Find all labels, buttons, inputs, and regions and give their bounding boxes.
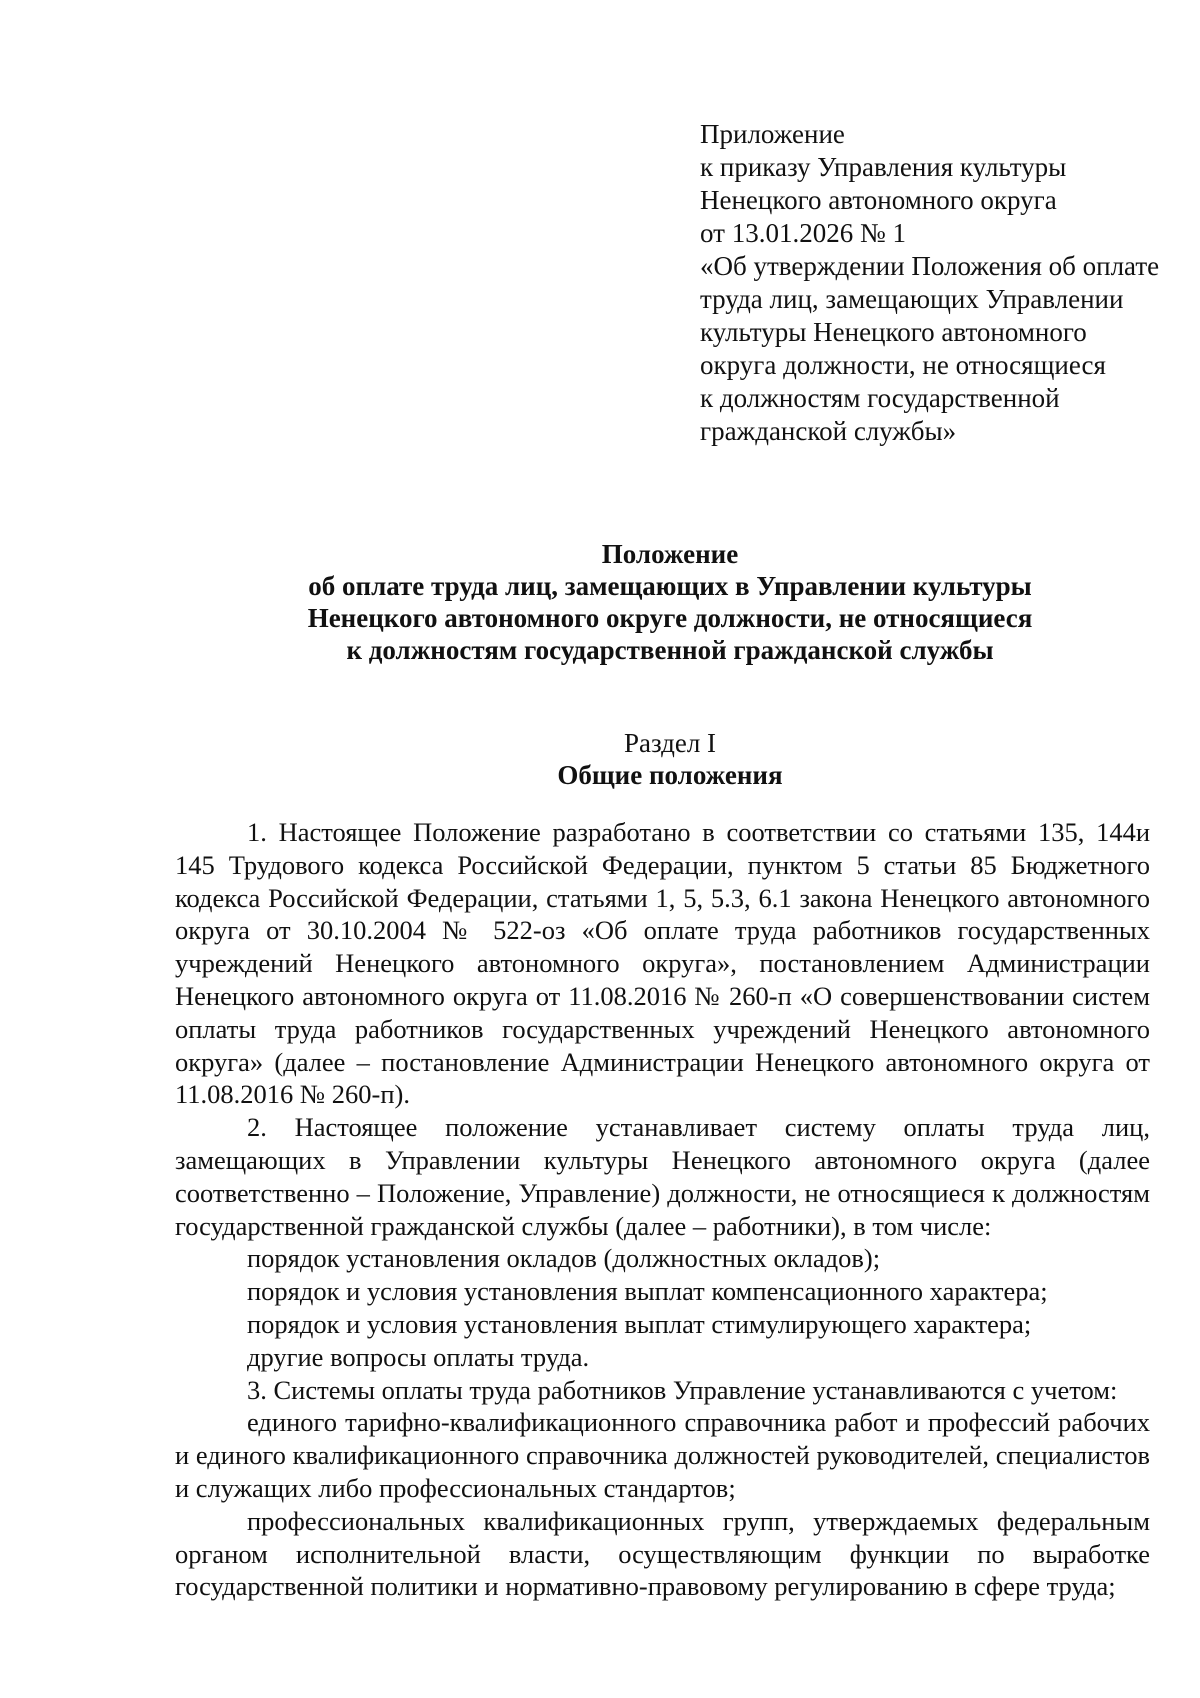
appendix-line: к должностям государственной: [700, 383, 1060, 413]
section-label: Раздел I: [623, 728, 717, 758]
appendix-line: от 13.01.2026 № 1: [700, 218, 906, 248]
list-item: порядок и условия установления выплат стимулирующего характера;: [247, 1308, 1032, 1339]
title-line: к должностям государственной гражданской службы: [346, 635, 994, 665]
paragraph: 2. Настоящее положение устанавливает систему оплаты труда лиц, замещающих в Управлении культуры Ненецкого автономного округа (далее соответственно – Положение, Управление) должности, не относящиеся к должностям государственной гражданской службы (далее – работники), в том числе:: [175, 1112, 1150, 1241]
appendix-line: гражданской службы»: [700, 416, 957, 446]
title-line: Ненецкого автономного округе должности, не относящиеся: [307, 603, 1033, 633]
paragraph: профессиональных квалификационных групп, утверждаемых федеральным органом исполнительной власти, осуществляющим функции по выработке государственной политики и нормативно-правовому регулированию в сфере труда;: [175, 1505, 1150, 1602]
list-item: другие вопросы оплаты труда.: [247, 1341, 590, 1372]
appendix-line: округа должности, не относящиеся: [700, 350, 1106, 380]
section-name: Общие положения: [557, 760, 783, 790]
list-item: порядок установления окладов (должностных окладов);: [247, 1243, 881, 1274]
paragraph: 1. Настоящее Положение разработано в соответствии со статьями 135, 144и 145 Трудового кодекса Российской Федерации, пунктом 5 статьи 85 Бюджетного кодекса Российской Федерации, статьями 1, 5, 5.3, 6.1 закона Ненецкого автономного округа от 30.10.2004 № 522-оз «Об оплате труда работников государственных учреждений Ненецкого автономного округа», постановлением Администрации Ненецкого автономного округа от 11.08.2016 № 260-п «О совершенствовании систем оплаты труда работников государственных учреждений Ненецкого автономного округа» (далее – постановление Администрации Ненецкого автономного округа от 11.08.2016 № 260-п).: [175, 817, 1150, 1110]
document-body: [175, 816, 1150, 1603]
appendix-line: «Об утверждении Положения об оплате: [700, 251, 1160, 281]
title-line: об оплате труда лиц, замещающих в Управлении культуры: [308, 571, 1032, 601]
appendix-line: Ненецкого автономного округа: [700, 185, 1057, 215]
appendix-line: Приложение: [700, 119, 845, 149]
appendix-line: к приказу Управления культуры: [700, 152, 1067, 182]
section-heading: [160, 727, 1180, 791]
appendix-line: труда лиц, замещающих Управлении: [700, 284, 1124, 314]
paragraph: 3. Системы оплаты труда работников Управление устанавливаются с учетом:: [247, 1374, 1118, 1405]
document-title: [160, 538, 1180, 666]
list-item: порядок и условия установления выплат компенсационного характера;: [247, 1276, 1048, 1307]
appendix-block: [700, 118, 1170, 448]
paragraph: единого тарифно-квалификационного справочника работ и профессий рабочих и единого квалификационного справочника должностей руководителей, специалистов и служащих либо профессиональных стандартов;: [175, 1407, 1150, 1503]
appendix-line: культуры Ненецкого автономного: [700, 317, 1087, 347]
title-line: Положение: [601, 539, 739, 569]
